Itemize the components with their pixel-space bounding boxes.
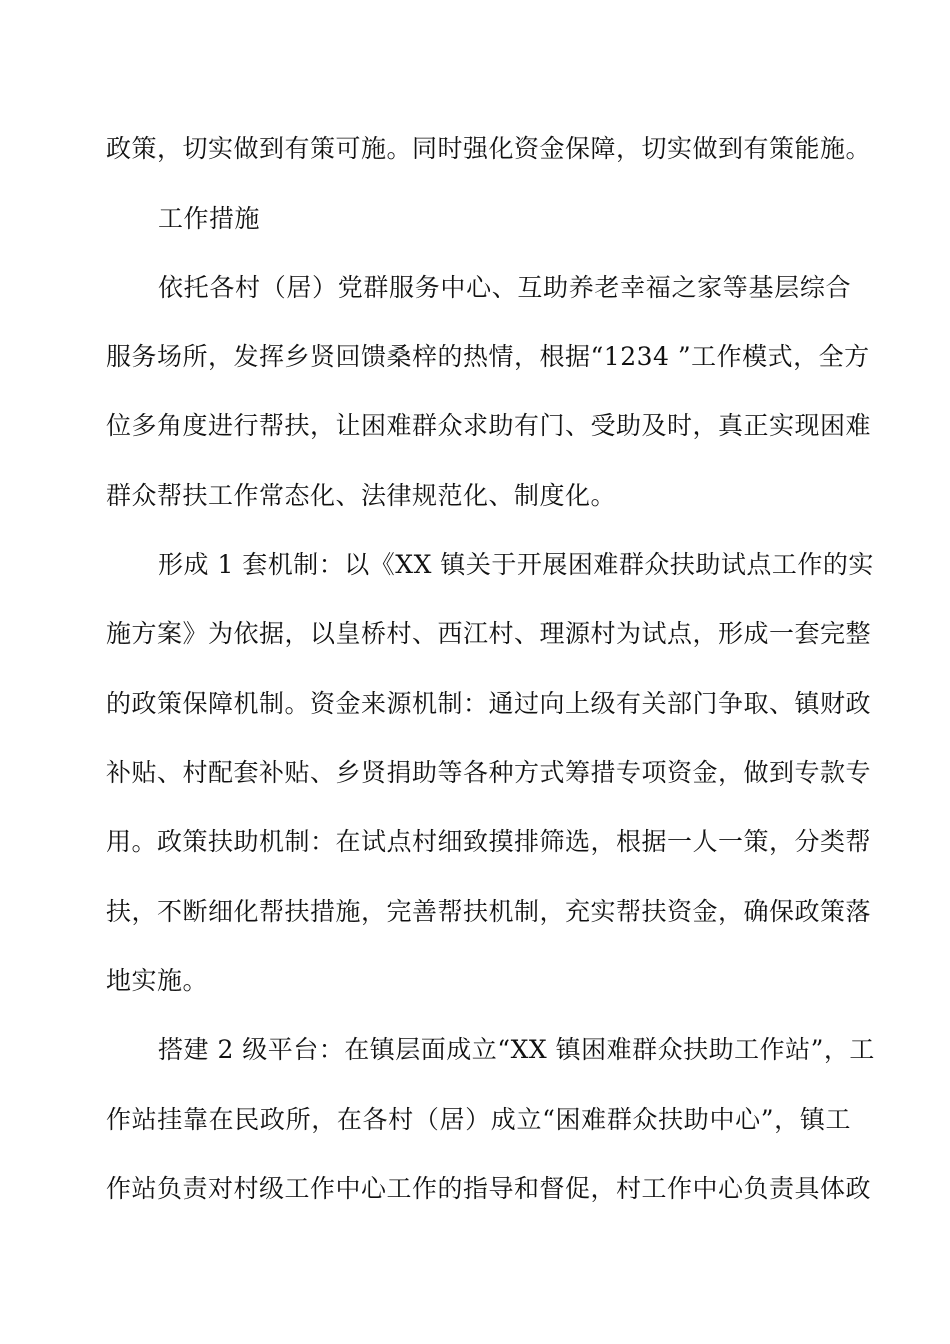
- text-line: 政策，切实做到有策可施。同时强化资金保障，切实做到有策能施。: [106, 134, 872, 163]
- text-line: 位多角度进行帮扶，让困难群众求助有门、受助及时，真正实现困难: [106, 411, 872, 440]
- text-line: 补贴、村配套补贴、乡贤捐助等各种方式筹措专项资金，做到专款专: [106, 758, 872, 787]
- text-line: 扶，不断细化帮扶措施，完善帮扶机制，充实帮扶资金，确保政策落: [106, 897, 872, 926]
- text-line: 用。政策扶助机制：在试点村细致摸排筛选，根据一人一策，分类帮: [106, 827, 872, 856]
- text-line: 群众帮扶工作常态化、法律规范化、制度化。: [106, 481, 617, 510]
- text-line: 作站挂靠在民政所，在各村（居）成立“困难群众扶助中心”，镇工: [106, 1105, 851, 1134]
- text-line: 形成 1 套机制：以《XX 镇关于开展困难群众扶助试点工作的实: [158, 550, 874, 579]
- text-line: 依托各村（居）党群服务中心、互助养老幸福之家等基层综合: [158, 273, 851, 302]
- text-line: 搭建 2 级平台：在镇层面成立“XX 镇困难群众扶助工作站”，工: [158, 1035, 875, 1064]
- text-line: 服务场所，发挥乡贤回馈桑梓的热情，根据“1234 ”工作模式，全方: [106, 342, 870, 371]
- text-line: 作站负责对村级工作中心工作的指导和督促，村工作中心负责具体政: [106, 1174, 872, 1203]
- text-line: 地实施。: [106, 966, 209, 995]
- section-heading: 工作措施: [158, 204, 261, 233]
- text-line: 的政策保障机制。资金来源机制：通过向上级有关部门争取、镇财政: [106, 689, 872, 718]
- text-line: 施方案》为依据，以皇桥村、西江村、理源村为试点，形成一套完整: [106, 619, 872, 648]
